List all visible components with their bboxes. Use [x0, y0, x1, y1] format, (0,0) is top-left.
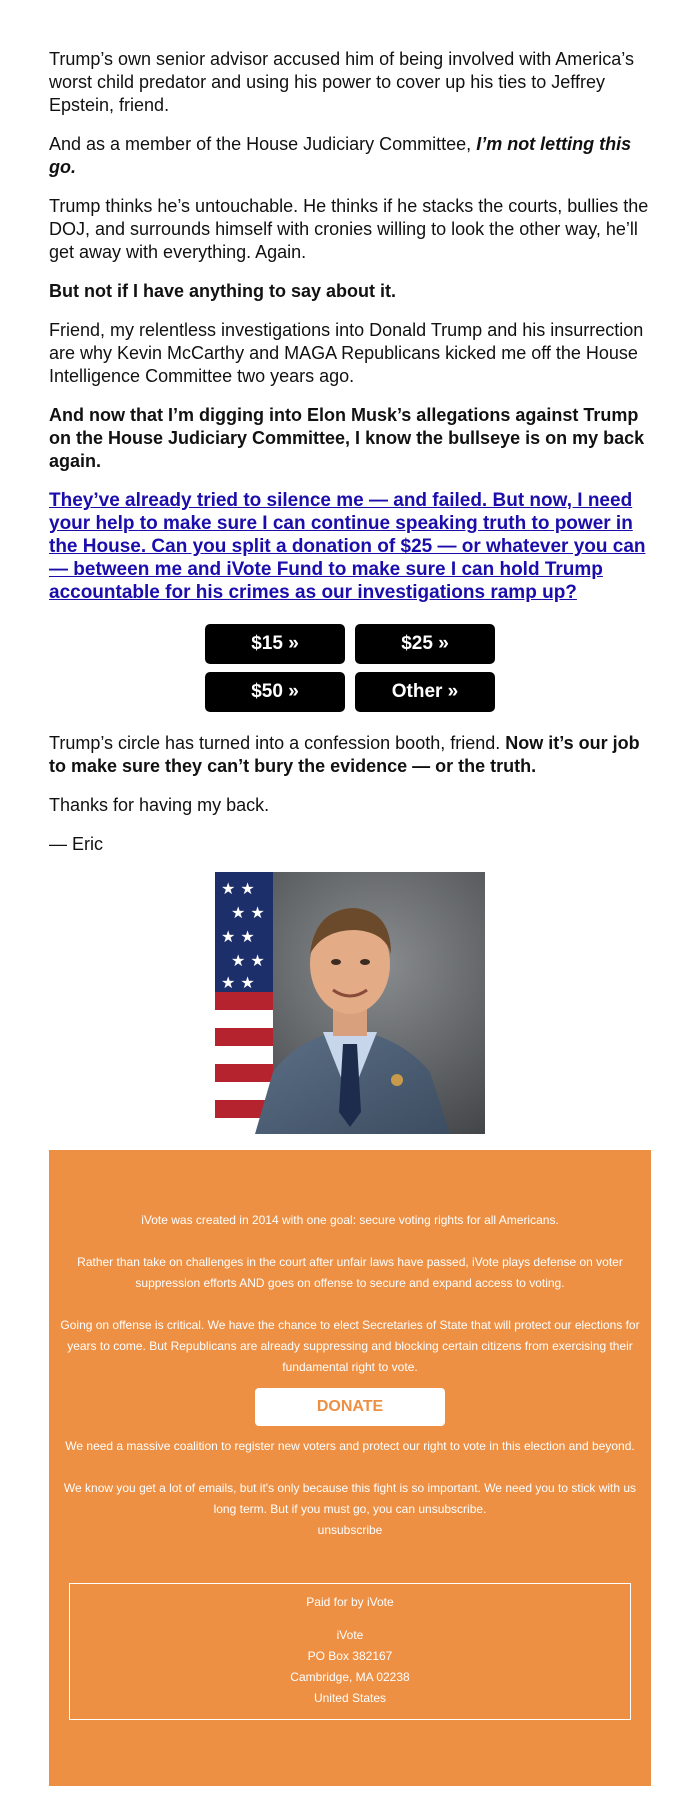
donation-appeal-link[interactable]: They’ve already tried to silence me — and failed. But now, I need your help to make sure I can continue speaking truth to power in the House. Can you split a donation of $25 — or whatever you can — between me and iVote Fund to make sure I can hold Trump accountable for his crimes as our investigations ramp up? — [49, 490, 646, 603]
svg-text:★ ★: ★ ★ — [221, 879, 255, 898]
svg-text:★ ★: ★ ★ — [221, 973, 255, 992]
donate-25-button[interactable]: $25 » — [355, 624, 495, 664]
paid-for-box — [69, 1583, 631, 1720]
paragraph-6: And now that I’m digging into Elon Musk’s allegations against Trump on the House Judiciary Committee, I know the bullseye is on my back again. — [49, 405, 645, 471]
paragraph-8: Thanks for having my back. — [49, 795, 270, 815]
candidate-portrait — [215, 872, 485, 1134]
svg-text:★ ★: ★ ★ — [221, 927, 255, 946]
svg-text:★ ★: ★ ★ — [231, 903, 265, 922]
paragraph-2-emphasis: I’m not letting this go. — [49, 134, 632, 177]
address-city: Cambridge, MA 02238 — [290, 1670, 410, 1684]
paragraph-7-bold: Now it’s our job to make sure they can’t bury the evidence — or the truth. — [49, 733, 640, 776]
svg-text:★ ★: ★ ★ — [231, 951, 265, 970]
paid-for-text: Paid for by iVote — [306, 1595, 394, 1609]
footer-paragraph-1: iVote was created in 2014 with one goal: secure voting rights for all Americans. — [141, 1213, 559, 1227]
footer-paragraph-4: We need a massive coalition to register new voters and protect our right to vote in this election and beyond. — [65, 1439, 635, 1453]
portrait-image — [215, 872, 485, 1134]
paragraph-1: Trump’s own senior advisor accused him of being involved with America’s worst child predator and using his power to cover up his ties to Jeffrey Epstein, friend. — [49, 49, 634, 115]
donate-50-button[interactable]: $50 » — [205, 672, 345, 712]
address-country: United States — [313, 1691, 387, 1705]
unsubscribe-link[interactable]: unsubscribe — [317, 1523, 383, 1537]
paragraph-2-lead: And as a member of the House Judiciary Committee, — [49, 134, 477, 154]
paragraph-5: Friend, my relentless investigations into Donald Trump and his insurrection are why Kevin McCarthy and MAGA Republicans kicked me off the House Intelligence Committee two years ago. — [49, 320, 644, 386]
footer-paragraph-2: Rather than take on challenges in the court after unfair laws have passed, iVote plays defense on voter suppression efforts AND goes on offense to secure and expand access to voting. — [77, 1255, 623, 1290]
donate-button[interactable]: DONATE — [255, 1388, 445, 1426]
donate-15-button[interactable]: $15 » — [205, 624, 345, 664]
paragraph-7-lead: Trump’s circle has turned into a confession booth, friend. — [49, 733, 506, 753]
donation-button-grid — [205, 624, 495, 712]
signature: — Eric — [49, 834, 103, 854]
paragraph-2 — [49, 133, 651, 179]
address-po-box: PO Box 382167 — [307, 1649, 393, 1663]
paragraph-7 — [49, 732, 651, 778]
donate-other-button[interactable]: Other » — [355, 672, 495, 712]
footer — [49, 1150, 651, 1786]
flag-graphic — [215, 872, 273, 1134]
paragraph-3: Trump thinks he’s untouchable. He thinks if he stacks the courts, bullies the DOJ, and surrounds himself with cronies willing to look the other way, he’ll get away with everything. Again. — [49, 196, 649, 262]
footer-paragraph-3: Going on offense is critical. We have the chance to elect Secretaries of State that will protect our elections for years to come. But Republicans are already suppressing and blocking certain citizens from exercising their fundamental right to vote. — [60, 1318, 640, 1374]
paragraph-4: But not if I have anything to say about it. — [49, 281, 397, 301]
email-body — [49, 0, 651, 1134]
address-org: iVote — [336, 1628, 364, 1642]
footer-paragraph-5: We know you get a lot of emails, but it's only because this fight is so important. We need you to stick with us long term. But if you must go, you can unsubscribe. — [63, 1481, 637, 1516]
